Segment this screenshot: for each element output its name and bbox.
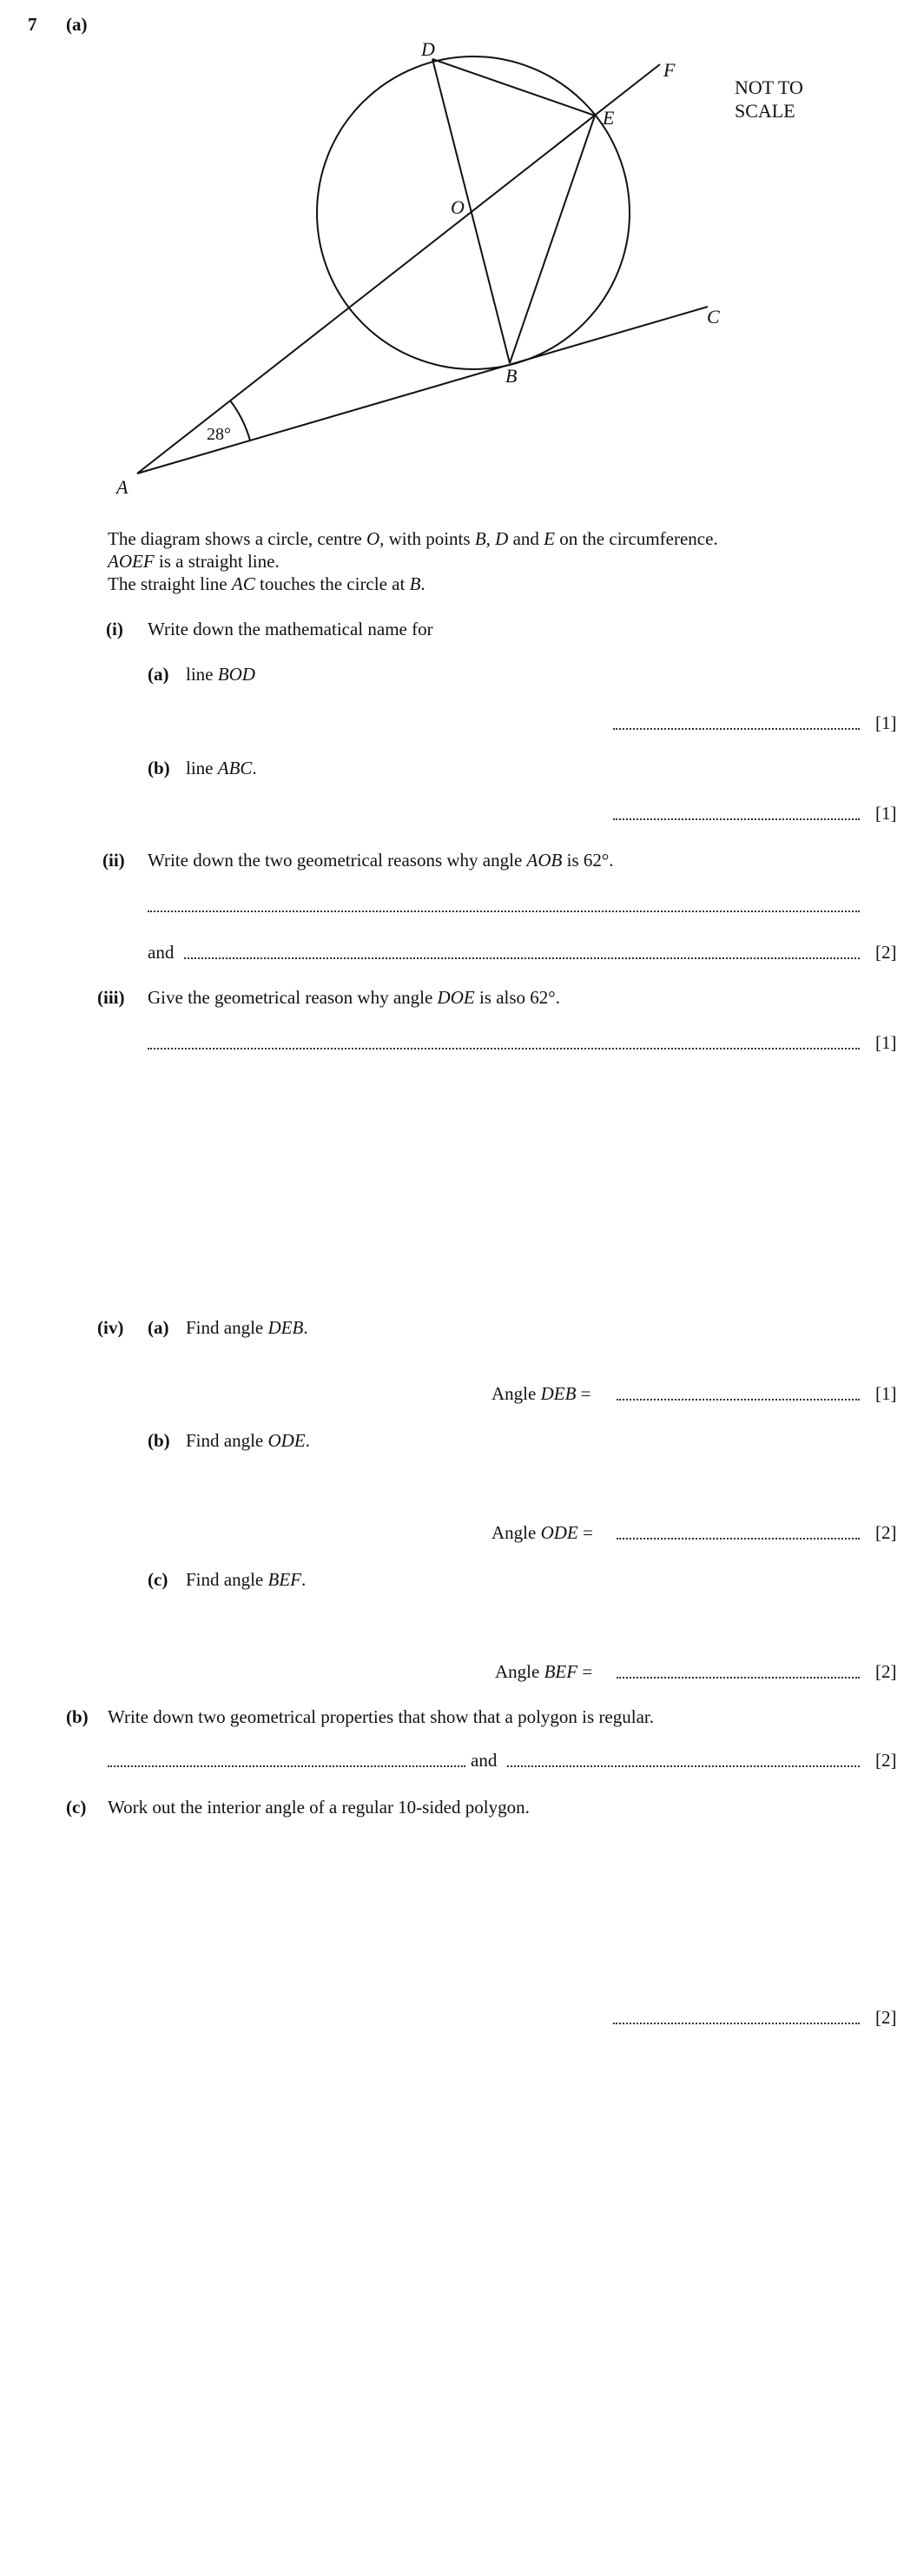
part-iii-label: (iii) [97, 987, 125, 1008]
answer-line-iii[interactable] [148, 1048, 860, 1050]
part-iv-a-text: Find angle DEB. [186, 1317, 308, 1338]
part-i-label: (i) [106, 619, 123, 639]
marks-ii: [2] [875, 942, 897, 963]
part-i-a-label: (a) [148, 664, 169, 685]
answer-label-iv-c: Angle BEF = [495, 1661, 593, 1682]
part-i-b-label: (b) [148, 758, 170, 778]
answer-line-b-1[interactable] [108, 1765, 465, 1767]
marks-iv-c: [2] [875, 1661, 897, 1682]
part-c-label: (c) [66, 1797, 87, 1818]
circle-shape [317, 56, 630, 369]
not-to-scale-line2: SCALE [735, 100, 795, 122]
marks-iv-b: [2] [875, 1522, 897, 1543]
answer-line-iv-b[interactable] [617, 1538, 860, 1540]
line-ac [137, 307, 708, 473]
label-f: F [663, 59, 676, 81]
part-i-b-text: line ABC. [186, 758, 257, 778]
part-iv-b-text: Find angle ODE. [186, 1430, 310, 1451]
answer-line-b-2[interactable] [507, 1765, 860, 1767]
marks-i-b: [1] [875, 803, 897, 824]
label-o: O [451, 196, 465, 218]
angle-arc [230, 401, 250, 440]
part-ii-text: Write down the two geometrical reasons why angle AOB is 62°. [148, 850, 614, 871]
answer-label-iv-a: Angle DEB = [491, 1383, 591, 1404]
part-ii-label: (ii) [102, 850, 125, 871]
answer-line-i-b[interactable] [613, 818, 860, 820]
marks-iv-a: [1] [875, 1383, 897, 1404]
intro-line-1: The diagram shows a circle, centre O, with points B, D and E on the circumference. [108, 528, 718, 549]
angle-label: 28° [207, 425, 231, 444]
part-c-text: Work out the interior angle of a regular 10-sided polygon. [108, 1797, 530, 1818]
answer-line-ii-1[interactable] [148, 911, 860, 912]
part-b-text: Write down two geometrical properties that show that a polygon is regular. [108, 1706, 654, 1727]
part-iv-b-label: (b) [148, 1430, 170, 1451]
line-de [432, 59, 595, 116]
marks-i-a: [1] [875, 712, 897, 733]
answer-line-ii-2[interactable] [184, 957, 860, 959]
answer-label-iv-b: Angle ODE = [491, 1522, 593, 1543]
label-d: D [421, 38, 435, 60]
part-i-text: Write down the mathematical name for [148, 619, 433, 639]
part-iv-a-label: (a) [148, 1317, 169, 1338]
label-b: B [505, 365, 518, 387]
geometry-diagram [0, 0, 917, 513]
part-iv-c-text: Find angle BEF. [186, 1569, 307, 1590]
answer-line-c[interactable] [613, 2023, 860, 2024]
part-i-a-text: line BOD [186, 664, 255, 685]
question-number: 7 [28, 14, 37, 35]
marks-b: [2] [875, 1750, 897, 1771]
line-aoef [137, 64, 660, 473]
label-a: A [116, 476, 129, 498]
answer-line-i-a[interactable] [613, 728, 860, 730]
line-bod [432, 59, 510, 363]
part-a-label: (a) [66, 14, 88, 35]
marks-c: [2] [875, 2007, 897, 2028]
not-to-scale-line1: NOT TO [735, 76, 803, 98]
part-b-label: (b) [66, 1706, 89, 1727]
intro-line-3: The straight line AC touches the circle at B. [108, 573, 426, 594]
label-e: E [603, 107, 615, 129]
part-iv-label: (iv) [97, 1317, 124, 1338]
intro-line-2: AOEF is a straight line. [108, 551, 280, 572]
marks-iii: [1] [875, 1032, 897, 1053]
answer-line-iv-a[interactable] [617, 1399, 860, 1401]
part-b-and: and [471, 1750, 498, 1771]
label-c: C [707, 306, 720, 328]
part-ii-and: and [148, 942, 175, 963]
answer-line-iv-c[interactable] [617, 1677, 860, 1679]
part-iii-text: Give the geometrical reason why angle DOE is also 62°. [148, 987, 560, 1008]
part-iv-c-label: (c) [148, 1569, 168, 1590]
